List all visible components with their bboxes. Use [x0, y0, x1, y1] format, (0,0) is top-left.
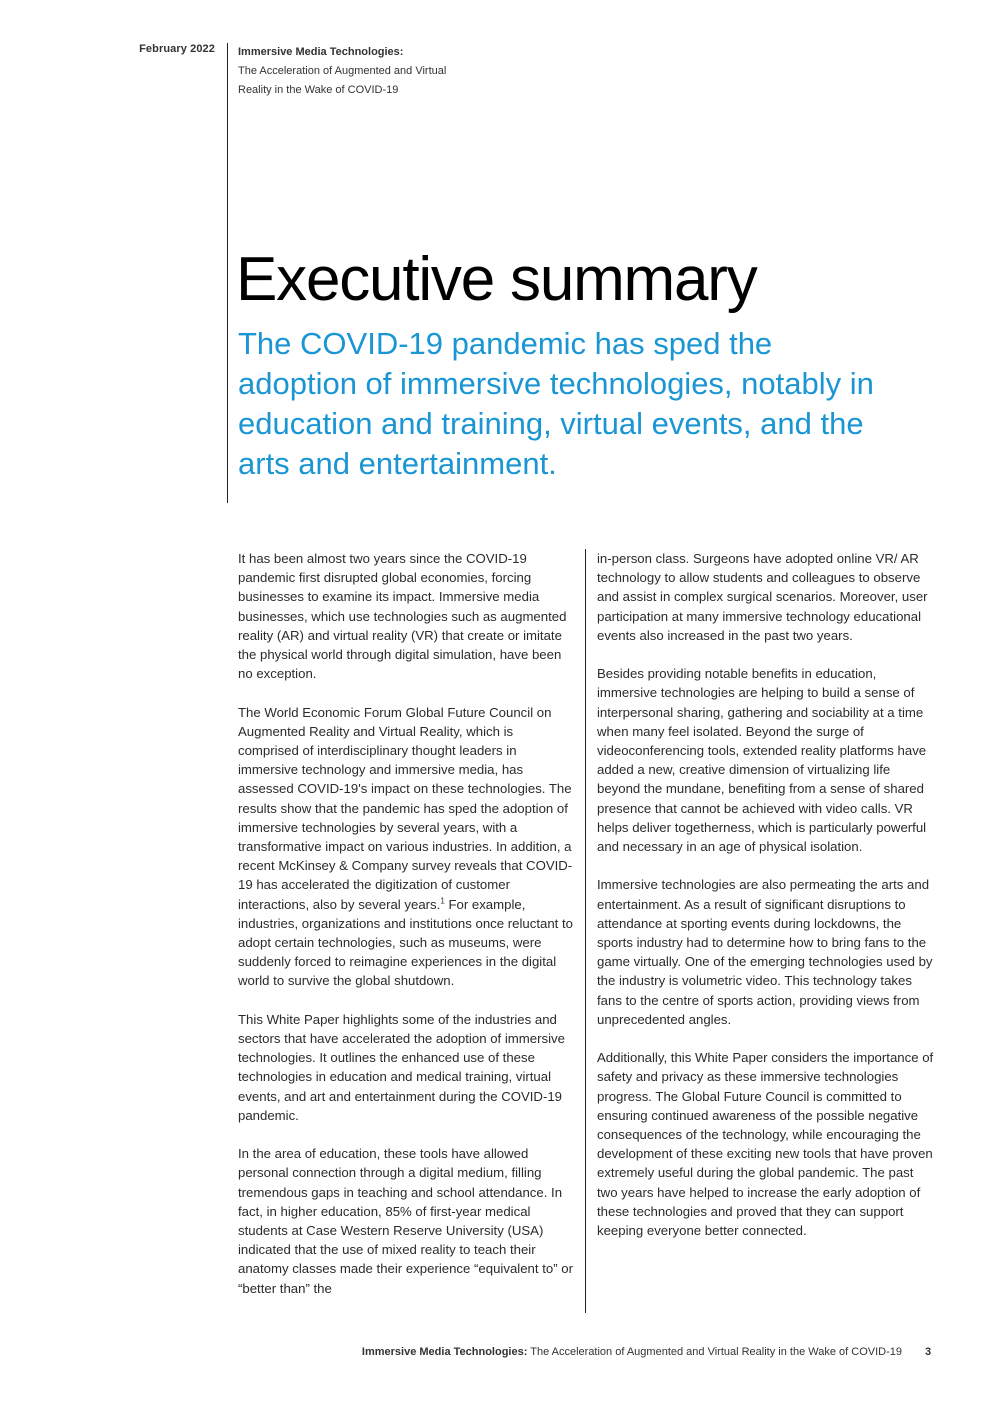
body-paragraph: Immersive technologies are also permeating the arts and entertainment. As a result of significant disruptions to attendance at sporting events during lockdowns, the sports industry had to determine how to bring fans to the game virtually. One of the emerging technologies used by the industry is volumetric video. This technology takes fans to the centre of sports action, providing views from unprecedented angles. — [597, 877, 933, 1027]
body-paragraph: In the area of education, these tools have allowed personal connection through a digital medium, filling tremendous gaps in teaching and school attendance. In fact, in higher education, 85% of first-year medical students at Case Western Reserve University (USA) indicated that the use of mixed reality to teach their anatomy classes made their experience “equivalent to” or “better than” the — [238, 1146, 573, 1296]
body-paragraph: Additionally, this White Paper considers the importance of safety and privacy as these immersive technologies progress. The Global Future Council is committed to ensuring continued awareness of the possible negative consequences of the technology, while encouraging the development of these exciting new tools that have proven extremely useful during the global pandemic. The past two years have helped to increase the early adoption of these technologies and proved that they can support keeping everyone better connected. — [597, 1050, 934, 1239]
body-text: For example, industries, organizations and institutions once reluctant to adopt certain technologies, such as museums, were suddenly forced to reimagine experiences in the digital world to survive the global shutdown. — [238, 896, 574, 989]
lead-paragraph: The COVID-19 pandemic has sped the adoption of immersive technologies, notably in education and training, virtual events, and the arts and entertainment. — [238, 326, 874, 481]
page-number: 3 — [925, 1346, 932, 1358]
body-column-right — [597, 549, 937, 1259]
publication-date: February 2022 — [139, 43, 215, 55]
running-header — [238, 43, 538, 100]
body-text: The World Economic Forum Global Future Council on Augmented Reality and Virtual Reality, which is comprised of interdisciplinary thought leaders in immersive technology and immersive media, has assessed COVID-19's impact on these technologies. The results show that the pandemic has sped the adoption of immersive technologies by several years, with a transformative impact on various industries. In addition, a recent McKinsey & Company survey reveals that COVID-19 has accelerated the digitization of customer interactions, also by several years. — [238, 704, 573, 912]
footer-report-title: Immersive Media Technologies: — [361, 1346, 528, 1358]
footer-report-subtitle: The Acceleration of Augmented and Virtual Reality in the Wake of COVID-19 — [530, 1346, 902, 1358]
body-paragraph: in-person class. Surgeons have adopted online VR/ AR technology to allow students and colleagues to observe and assist in complex surgical scenarios. Moreover, user participation at many immersive technology educational events also increased in the past two years. — [597, 551, 928, 643]
report-title: Immersive Media Technologies: — [238, 46, 404, 58]
column-divider — [585, 549, 586, 1313]
report-subtitle-line-1: The Acceleration of Augmented and Virtual — [238, 65, 447, 77]
footnote-reference[interactable]: 1 — [440, 896, 445, 906]
body-paragraph: It has been almost two years since the COVID-19 pandemic first disrupted global economies, forcing businesses to examine its impact. Immersive media businesses, which use technologies such as augmented reality (AR) and virtual reality (VR) that create or imitate the physical world through digital simulation, have been no exception. — [238, 551, 567, 682]
body-column-left — [238, 549, 576, 1317]
body-paragraph — [238, 703, 576, 991]
page-title: Executive summary — [236, 245, 757, 314]
body-paragraph: Besides providing notable benefits in education, immersive technologies are helping to build a sense of interpersonal sharing, gathering and sociability at a time when many feel isolated. Beyond the surge of videoconferencing tools, extended reality platforms have added a new, creative dimension of virtualizing life beyond the mundane, benefiting from a sense of shared presence that cannot be achieved with video calls. VR helps deliver togetherness, which is particularly powerful and necessary in an age of physical isolation. — [597, 666, 927, 855]
header-vertical-rule — [227, 43, 228, 503]
report-subtitle-line-2: Reality in the Wake of COVID-19 — [238, 84, 399, 96]
body-paragraph: This White Paper highlights some of the industries and sectors that have accelerated the adoption of immersive technologies. It outlines the enhanced use of these technologies in education and medical training, virtual events, and art and entertainment during the COVID-19 pandemic. — [238, 1011, 565, 1123]
running-footer — [202, 1346, 902, 1358]
